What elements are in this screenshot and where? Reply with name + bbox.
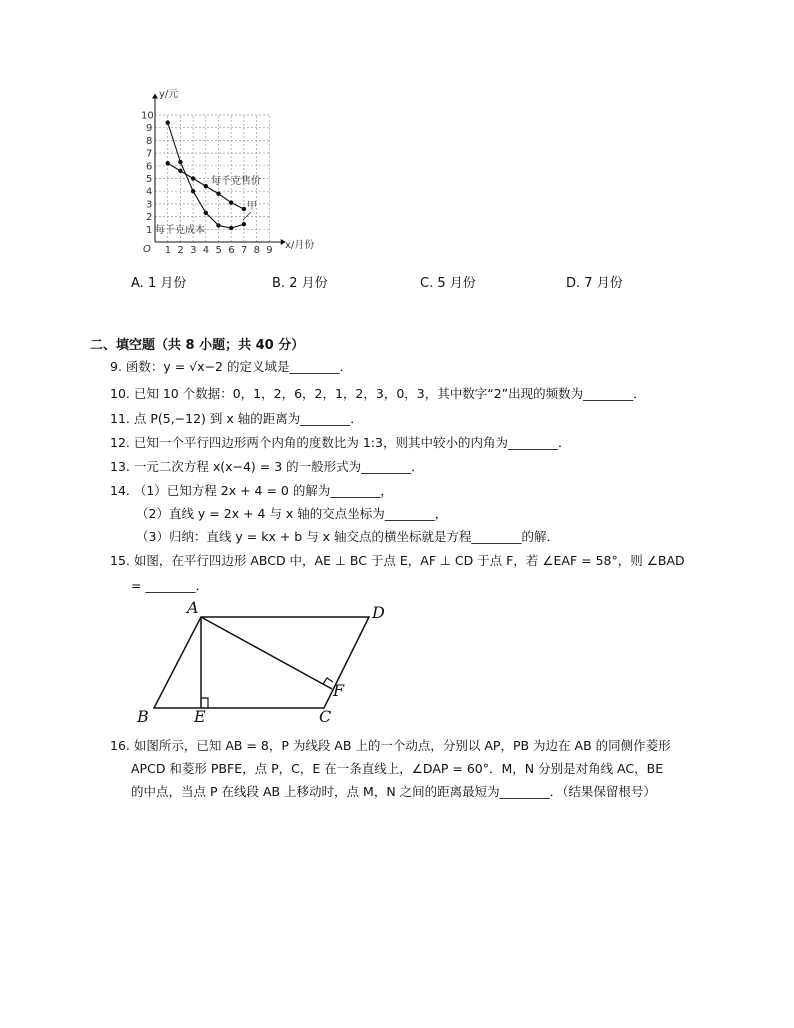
y-axis-label: y/元 [159,89,179,100]
point-e-label: E [194,707,206,726]
x-tick-label: 4 [202,245,210,255]
sell-point [204,184,208,188]
question-11: 11. 点 P(5,−12) 到 x 轴的距离为________． [110,411,363,426]
y-tick-label: 1 [146,224,153,236]
y-tick-label: 5 [146,174,153,185]
cost-point [216,223,220,227]
y-tick-label: 10 [141,110,154,122]
sell-point [166,161,170,165]
x-tick-label: 2 [177,245,184,255]
option-d[interactable]: D. 7 月份 [566,276,623,291]
question-10: 10. 已知 10 个数据：0，1，2，6，2，1，2，3，0，3，其中数字“2”出现的频数为________． [110,386,646,401]
y-tick-label: 3 [146,199,153,211]
x-tick-label: 3 [190,245,197,255]
cost-point [166,120,170,124]
sell-point [229,200,233,204]
jia-label: 甲 [247,201,257,212]
x-tick-label: 9 [266,245,273,255]
right-angle-f [323,678,333,684]
option-c[interactable]: C. 5 月份 [420,276,476,291]
option-b[interactable]: B. 2 月份 [272,276,328,291]
point-c-label: C [319,707,332,726]
x-tick-label: 8 [253,245,260,255]
y-tick-label: 8 [146,135,153,147]
price-cost-graph [135,85,325,255]
x-tick-label: 6 [228,245,235,255]
y-tick-label: 7 [146,148,153,160]
x-tick-label: 5 [215,245,222,255]
x-tick-label: 1 [164,245,172,255]
y-axis-arrow [152,93,158,98]
question-9: 9. 函数：y = √x−2 的定义域是________． [110,359,352,374]
cost-point [242,222,246,226]
sell-point [216,192,220,196]
question-12: 12. 已知一个平行四边形两个内角的度数比为 1:3，则其中较小的内角为________． [110,435,571,450]
segment-af [201,617,332,689]
point-f-label: F [333,681,345,700]
question-15-line2: = ________． [131,578,208,593]
question-15-line1: 15. 如图，在平行四边形 ABCD 中，AE ⊥ BC 于点 E，AF ⊥ CD 于点 F，若 ∠EAF = 58°，则 ∠BAD [110,553,685,568]
sell-point [242,207,246,211]
question-13: 13. 一元二次方程 x(x−4) = 3 的一般形式为________． [110,459,424,474]
x-tick-label: 7 [240,245,248,255]
cost-point [191,189,195,193]
question-14-part3: （3）归纳：直线 y = kx + b 与 x 轴交点的横坐标就是方程________的解． [136,529,560,544]
x-axis-label: x/月份 [285,240,315,251]
y-tick-label: 6 [146,161,153,173]
point-d-label: D [372,603,385,622]
question-16-line3: 的中点，当点 P 在线段 AB 上移动时，点 M，N 之间的距离最短为________．（结果保留根号） [131,784,656,799]
cost-point [229,226,233,230]
graph-axes [152,93,286,245]
question-14-part2: （2）直线 y = 2x + 4 与 x 轴的交点坐标为________， [136,506,448,521]
option-a[interactable]: A. 1 月份 [131,276,187,291]
sell-point [191,176,195,180]
sell-price-label: 每千克售价 [211,176,261,187]
parallelogram-figure [130,598,400,726]
y-tick-label: 4 [146,186,153,198]
question-16-line1: 16. 如图所示，已知 AB = 8，P 为线段 AB 上的一个动点，分别以 AP，PB 为边在 AB 的同侧作菱形 [110,738,671,753]
question-14-part1: 14. （1）已知方程 2x + 4 = 0 的解为________， [110,483,393,498]
origin-label: O [143,244,151,255]
cost-point [204,211,208,215]
sell-point [178,169,182,173]
section-title: 二、填空题（共 8 小题；共 40 分） [90,338,305,353]
point-b-label: B [137,707,149,726]
point-a-label: A [187,598,199,617]
cost-label: 每千克成本 [155,225,205,236]
question-16-line2: APCD 和菱形 PBFE，点 P，C，E 在一条直线上，∠DAP = 60°．M，N 分别是对角线 AC，BE [131,761,664,776]
y-tick-label: 9 [146,123,153,135]
y-tick-label: 2 [146,212,153,224]
cost-point [178,160,182,164]
